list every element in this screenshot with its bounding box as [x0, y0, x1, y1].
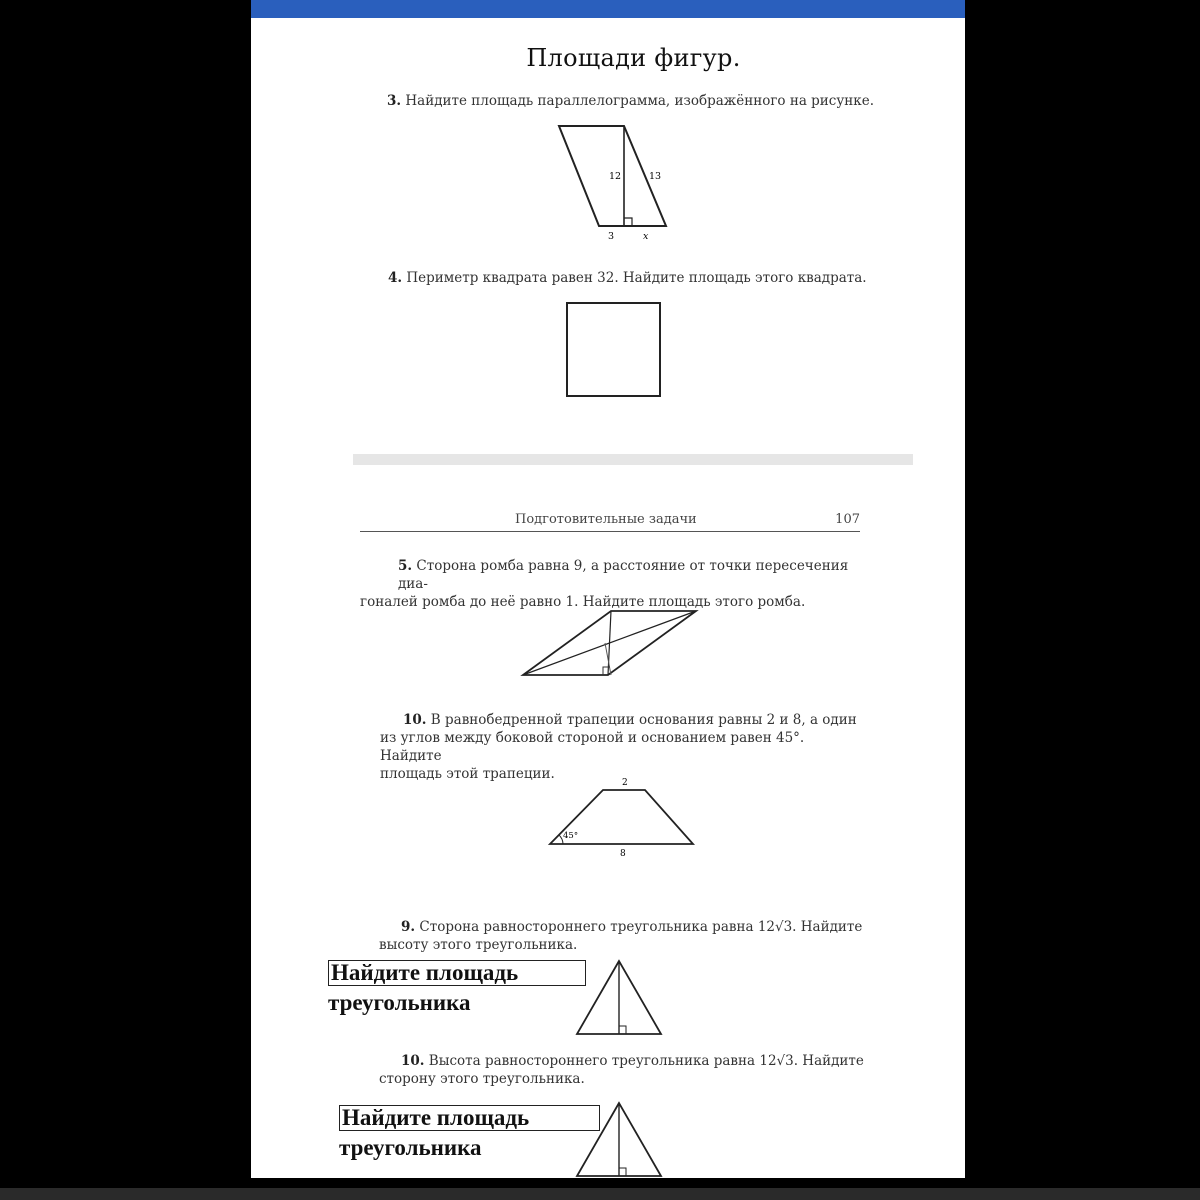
- side-label: 13: [649, 171, 662, 182]
- task-9-line-2: высоту этого треугольника.: [379, 937, 578, 953]
- running-head-title: Подготовительные задачи: [515, 512, 697, 527]
- angle-label: 45°: [563, 831, 579, 841]
- overlay-note-1-line-1: Найдите площадь: [328, 960, 586, 986]
- top-base-label: 2: [622, 778, 628, 788]
- task-5-line-1: Сторона ромба равна 9, а расстояние от точки пересечения диа-: [398, 558, 849, 592]
- task-10a-line-2: из углов между боковой стороной и основанием равен 45°. Найдите: [380, 730, 805, 764]
- rhombus-figure: [519, 606, 701, 682]
- task-9-number: 9.: [401, 919, 416, 935]
- base-right-label: x: [643, 231, 649, 242]
- task-10b-number: 10.: [401, 1053, 425, 1069]
- height-label: 12: [609, 171, 622, 182]
- square-figure: [565, 301, 663, 399]
- running-head: [360, 512, 860, 532]
- page-number: 107: [835, 512, 860, 527]
- task-10a-text: [380, 711, 865, 783]
- overlay-note-2: [339, 1103, 600, 1163]
- task-10a-line-1: В равнобедренной трапеции основания равны 2 и 8, а один: [430, 712, 857, 728]
- task-5-number: 5.: [398, 558, 413, 574]
- triangle-figure-2: [574, 1099, 664, 1178]
- task-3-text: [387, 92, 947, 110]
- right-angle-mark: [624, 218, 632, 226]
- triangle-figure-1: [574, 957, 664, 1039]
- overlay-note-1: [328, 958, 586, 1018]
- document-page: [251, 0, 965, 1178]
- task-3-number: 3.: [387, 93, 402, 109]
- overlay-note-1-line-2: треугольника: [328, 990, 471, 1015]
- task-9-line-1: Сторона равностороннего треугольника равна 12√3. Найдите: [419, 919, 863, 935]
- task-10a-number: 10.: [403, 712, 427, 728]
- page-title: Площади фигур.: [526, 44, 741, 72]
- task-3-statement: Найдите площадь параллелограмма, изображённого на рисунке.: [405, 93, 875, 109]
- square-shape: [567, 303, 660, 396]
- task-5-text: [360, 557, 870, 611]
- bottom-base-label: 8: [620, 849, 626, 859]
- overlay-note-2-line-1: Найдите площадь: [339, 1105, 600, 1131]
- triangle-1-right-angle: [619, 1026, 626, 1034]
- task-10a-line-3: площадь этой трапеции.: [380, 766, 555, 782]
- top-bar: [251, 0, 965, 18]
- bottom-strip: [0, 1188, 1200, 1200]
- base-left-label: 3: [608, 231, 615, 242]
- task-10b-text: [379, 1052, 864, 1088]
- task-10b-line-2: сторону этого треугольника.: [379, 1071, 585, 1087]
- page-separator: [353, 454, 913, 465]
- task-9-text: [379, 918, 864, 954]
- task-4-number: 4.: [388, 270, 403, 286]
- task-10b-line-1: Высота равностороннего треугольника равна 12√3. Найдите: [428, 1053, 864, 1069]
- task-5-line-2: гоналей ромба до неё равно 1. Найдите площадь этого ромба.: [360, 594, 806, 610]
- trapezoid-figure: [545, 775, 700, 860]
- task-4-statement: Периметр квадрата равен 32. Найдите площадь этого квадрата.: [406, 270, 867, 286]
- triangle-2-right-angle: [619, 1168, 626, 1176]
- task-4-text: [388, 269, 948, 287]
- overlay-note-2-line-2: треугольника: [339, 1135, 482, 1160]
- parallelogram-figure: [551, 120, 681, 245]
